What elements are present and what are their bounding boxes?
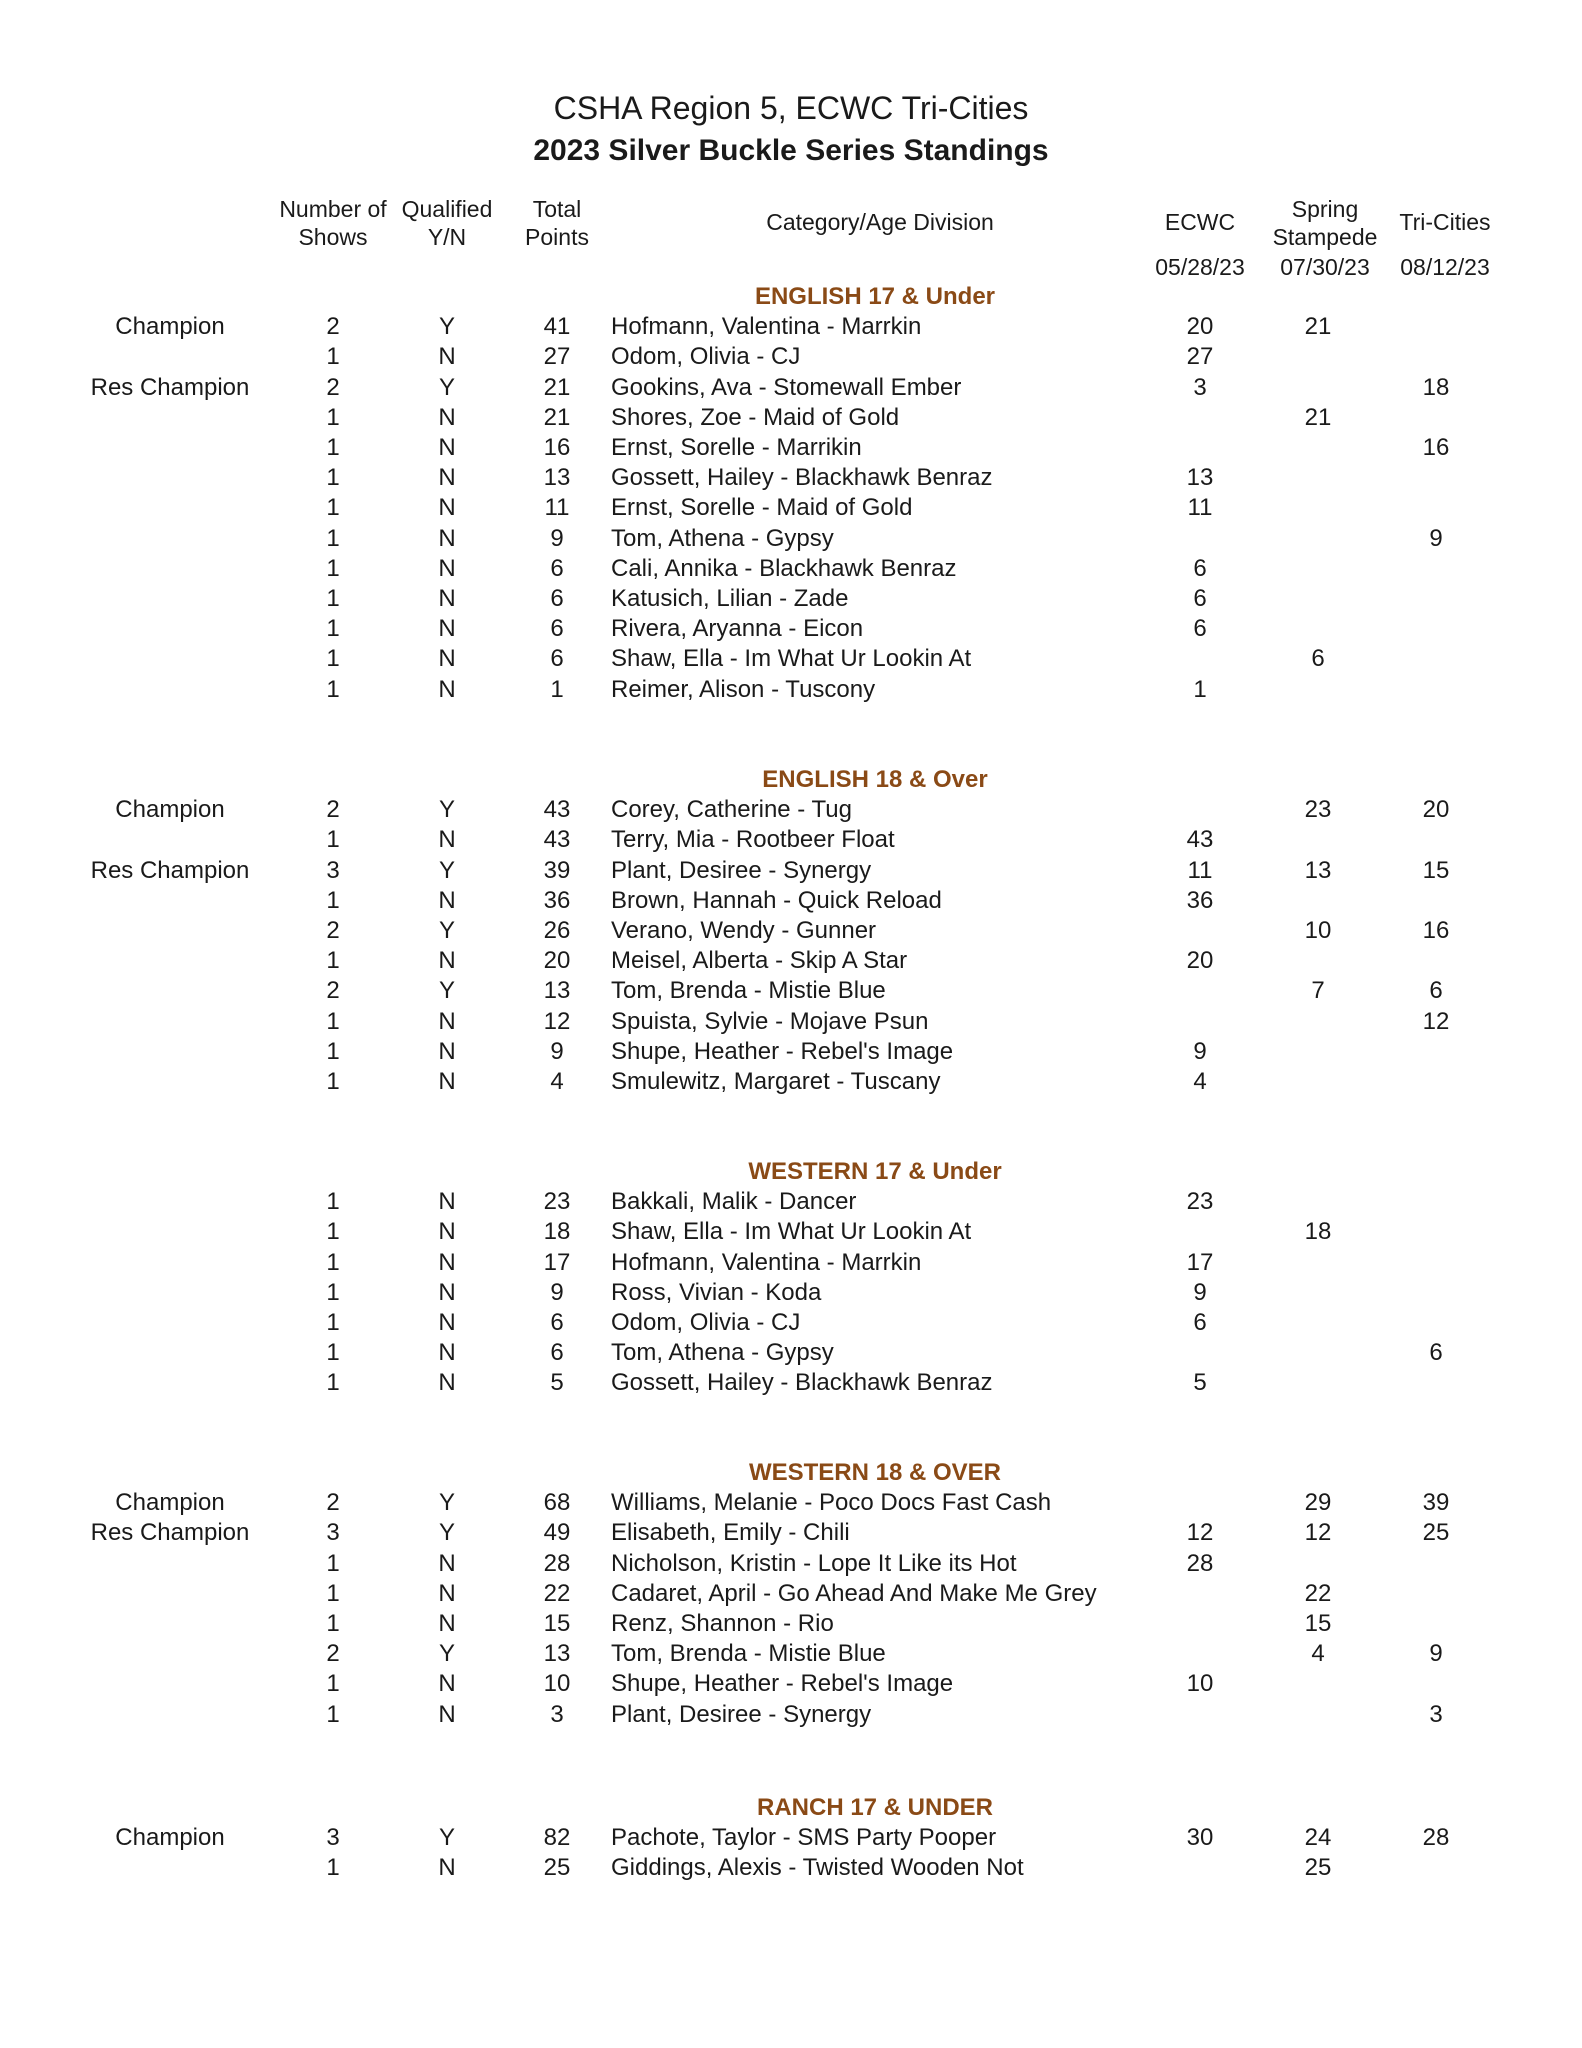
ecwc-points-cell: 9 [1193,1037,1207,1065]
points-cell: 23 [543,1188,571,1216]
tri-cities-points-cell: 6 [1429,977,1443,1005]
rider-horse-cell: Gookins, Ava - Stomewall Ember [611,373,962,401]
shows-cell: 1 [326,645,340,673]
points-cell: 43 [543,826,571,854]
points-cell: 5 [550,1369,564,1397]
qualified-cell: N [438,1670,456,1698]
ecwc-points-cell: 30 [1186,1824,1214,1852]
rider-horse-cell: Cali, Annika - Blackhawk Benraz [611,554,957,582]
qualified-cell: Y [438,796,455,824]
rider-horse-cell: Gossett, Hailey - Blackhawk Benraz [611,1369,993,1397]
ecwc-points-cell: 20 [1186,313,1214,341]
shows-cell: 2 [326,373,340,401]
points-cell: 49 [543,1519,571,1547]
points-cell: 36 [543,886,571,914]
shows-cell: 2 [326,313,340,341]
points-cell: 10 [543,1670,571,1698]
points-cell: 41 [543,313,571,341]
ecwc-points-cell: 9 [1193,1278,1207,1306]
shows-cell: 1 [326,1278,340,1306]
points-cell: 6 [550,1309,564,1336]
ecwc-points-cell: 6 [1193,585,1207,612]
shows-cell: 1 [326,1218,340,1246]
shows-cell: 1 [326,826,340,854]
qualified-cell: N [438,1068,456,1095]
tri-cities-points-cell: 20 [1422,796,1450,824]
rider-horse-cell: Shaw, Ella - Im What Ur Lookin At [611,645,972,673]
points-cell: 28 [543,1549,571,1577]
qualified-cell: N [438,585,456,612]
points-cell: 17 [543,1248,571,1276]
tri-cities-points-cell: 12 [1422,1007,1450,1035]
rider-horse-cell: Shupe, Heather - Rebel's Image [611,1037,954,1065]
spring-points-cell: 4 [1311,1640,1325,1668]
qualified-cell: Y [438,1824,455,1852]
page-title: CSHA Region 5, ECWC Tri-Cities [553,90,1029,126]
date-tri-cities: 08/12/23 [1400,254,1490,280]
col-header-category: Category/Age Division [766,209,994,235]
qualified-cell: N [438,1700,456,1728]
rider-horse-cell: Smulewitz, Margaret - Tuscany [611,1068,941,1095]
points-cell: 21 [543,373,571,401]
points-cell: 12 [543,1007,571,1035]
points-cell: 13 [543,1640,571,1668]
shows-cell: 1 [326,615,340,643]
tri-cities-points-cell: 16 [1422,917,1450,944]
col-header-qualified-line2: Y/N [427,224,467,250]
qualified-cell: N [438,1007,456,1035]
col-header-points-line1: Total [532,196,582,222]
shows-cell: 3 [326,1519,340,1547]
qualified-cell: N [438,494,456,522]
shows-cell: 1 [326,494,340,522]
tri-cities-points-cell: 15 [1422,856,1450,884]
points-cell: 4 [550,1068,564,1095]
rider-horse-cell: Shaw, Ella - Im What Ur Lookin At [611,1218,972,1246]
shows-cell: 1 [326,886,340,914]
spring-points-cell: 24 [1304,1824,1332,1852]
points-cell: 6 [550,554,564,582]
ecwc-points-cell: 28 [1186,1549,1214,1577]
spring-points-cell: 21 [1304,403,1332,431]
qualified-cell: Y [438,1640,455,1668]
shows-cell: 1 [326,1339,340,1367]
col-header-ecwc: ECWC [1164,209,1236,235]
qualified-cell: N [438,947,456,975]
tri-cities-points-cell: 9 [1429,1640,1443,1668]
tri-cities-points-cell: 25 [1422,1519,1450,1547]
shows-cell: 1 [326,464,340,492]
rider-horse-cell: Nicholson, Kristin - Lope It Like its Hot [611,1549,1017,1577]
rider-horse-cell: Cadaret, April - Go Ahead And Make Me Grey [611,1579,1097,1607]
rider-horse-cell: Odom, Olivia - CJ [611,343,801,371]
spring-points-cell: 15 [1304,1610,1332,1637]
qualified-cell: N [438,1218,456,1246]
points-cell: 13 [543,464,571,492]
section-title: WESTERN 17 & Under [748,1158,1002,1185]
shows-cell: 1 [326,1068,340,1095]
col-header-qualified-line1: Qualified [401,196,493,222]
qualified-cell: N [438,434,456,461]
points-cell: 27 [543,343,571,371]
spring-points-cell: 21 [1304,313,1332,341]
spring-points-cell: 22 [1304,1579,1332,1607]
qualified-cell: N [438,1188,456,1216]
rider-horse-cell: Reimer, Alison - Tuscony [611,675,876,703]
points-cell: 6 [550,615,564,643]
qualified-cell: Y [438,1489,455,1517]
section-title: ENGLISH 18 & Over [762,766,988,793]
qualified-cell: Y [438,373,455,401]
qualified-cell: N [438,1854,456,1882]
shows-cell: 2 [326,1489,340,1517]
rider-horse-cell: Gossett, Hailey - Blackhawk Benraz [611,464,993,492]
ecwc-points-cell: 11 [1187,494,1213,522]
shows-cell: 1 [326,343,340,371]
rider-horse-cell: Tom, Brenda - Mistie Blue [611,1640,886,1668]
rider-horse-cell: Brown, Hannah - Quick Reload [611,886,942,914]
tri-cities-points-cell: 6 [1429,1339,1443,1367]
qualified-cell: N [438,1549,456,1577]
points-cell: 6 [550,645,564,673]
shows-cell: 1 [326,524,340,552]
rider-horse-cell: Shores, Zoe - Maid of Gold [611,403,900,431]
ecwc-points-cell: 20 [1186,947,1214,975]
rider-horse-cell: Williams, Melanie - Poco Docs Fast Cash [611,1489,1052,1517]
award-cell: Champion [115,313,225,341]
tri-cities-points-cell: 3 [1429,1700,1443,1728]
points-cell: 6 [550,1339,564,1367]
shows-cell: 2 [326,1640,340,1668]
qualified-cell: N [438,1369,456,1397]
qualified-cell: N [438,524,456,552]
points-cell: 9 [550,1037,564,1065]
qualified-cell: Y [438,977,455,1005]
shows-cell: 1 [326,1610,340,1637]
spring-points-cell: 6 [1311,645,1325,673]
qualified-cell: N [438,1278,456,1306]
points-cell: 21 [543,403,571,431]
rider-horse-cell: Katusich, Lilian - Zade [611,585,849,612]
shows-cell: 1 [326,1369,340,1397]
qualified-cell: Y [438,1519,455,1547]
points-cell: 1 [550,675,564,703]
shows-cell: 1 [326,1037,340,1065]
rider-horse-cell: Meisel, Alberta - Skip A Star [611,947,908,975]
rider-horse-cell: Tom, Athena - Gypsy [611,1339,834,1367]
award-cell: Champion [115,1489,225,1517]
rider-horse-cell: Corey, Catherine - Tug [611,796,852,824]
ecwc-points-cell: 17 [1186,1248,1214,1276]
spring-points-cell: 7 [1311,977,1325,1005]
points-cell: 9 [550,524,564,552]
ecwc-points-cell: 11 [1187,856,1213,884]
shows-cell: 1 [326,585,340,612]
shows-cell: 1 [326,1549,340,1577]
rider-horse-cell: Rivera, Aryanna - Eicon [611,615,864,643]
spring-points-cell: 29 [1304,1489,1332,1517]
section-title: ENGLISH 17 & Under [754,283,996,310]
rider-horse-cell: Pachote, Taylor - SMS Party Pooper [611,1824,997,1852]
qualified-cell: N [438,343,456,371]
shows-cell: 1 [326,1248,340,1276]
points-cell: 13 [543,977,571,1005]
date-spring-stampede: 07/30/23 [1280,254,1370,280]
rider-horse-cell: Terry, Mia - Rootbeer Float [611,826,895,854]
shows-cell: 1 [326,675,340,703]
award-cell: Res Champion [90,1519,250,1547]
col-header-shows-line2: Shows [298,224,368,250]
qualified-cell: N [438,1579,456,1607]
rider-horse-cell: Ernst, Sorelle - Maid of Gold [611,494,913,522]
shows-cell: 1 [326,1579,340,1607]
qualified-cell: Y [438,917,455,944]
ecwc-points-cell: 27 [1186,343,1214,371]
ecwc-points-cell: 43 [1186,826,1214,854]
spring-points-cell: 18 [1304,1218,1332,1246]
points-cell: 20 [543,947,571,975]
shows-cell: 1 [326,1007,340,1035]
qualified-cell: N [438,403,456,431]
points-cell: 16 [543,434,571,461]
points-cell: 68 [543,1489,571,1517]
points-cell: 82 [543,1824,571,1852]
shows-cell: 1 [326,1670,340,1698]
spring-points-cell: 23 [1304,796,1332,824]
section-title: RANCH 17 & UNDER [756,1794,994,1821]
points-cell: 3 [550,1700,564,1728]
shows-cell: 1 [326,403,340,431]
rider-horse-cell: Renz, Shannon - Rio [611,1610,834,1637]
shows-cell: 1 [326,554,340,582]
shows-cell: 1 [326,947,340,975]
rider-horse-cell: Tom, Brenda - Mistie Blue [611,977,886,1005]
ecwc-points-cell: 3 [1193,373,1207,401]
ecwc-points-cell: 6 [1193,1309,1207,1336]
tri-cities-points-cell: 18 [1422,373,1450,401]
points-cell: 22 [543,1579,571,1607]
col-header-points-line2: Points [525,224,589,250]
rider-horse-cell: Hofmann, Valentina - Marrkin [611,1248,922,1276]
spring-points-cell: 10 [1304,917,1332,944]
points-cell: 39 [543,856,571,884]
qualified-cell: N [438,1610,456,1637]
rider-horse-cell: Shupe, Heather - Rebel's Image [611,1670,954,1698]
section-title: WESTERN 18 & OVER [748,1459,1002,1486]
award-cell: Champion [115,796,225,824]
tri-cities-points-cell: 39 [1422,1489,1450,1517]
points-cell: 6 [550,585,564,612]
shows-cell: 3 [326,856,340,884]
qualified-cell: N [438,1309,456,1336]
qualified-cell: N [438,1339,456,1367]
points-cell: 43 [543,796,571,824]
qualified-cell: N [438,554,456,582]
rider-horse-cell: Ernst, Sorelle - Marrikin [611,434,862,461]
col-header-shows-line1: Number of [279,196,387,222]
col-header-tri-cities: Tri-Cities [1399,209,1491,235]
rider-horse-cell: Tom, Athena - Gypsy [611,524,834,552]
ecwc-points-cell: 6 [1193,554,1207,582]
tri-cities-points-cell: 28 [1422,1824,1450,1852]
spring-points-cell: 13 [1304,856,1332,884]
rider-horse-cell: Ross, Vivian - Koda [611,1278,822,1306]
qualified-cell: Y [438,856,455,884]
qualified-cell: N [438,645,456,673]
qualified-cell: N [438,886,456,914]
qualified-cell: N [438,675,456,703]
rider-horse-cell: Spuista, Sylvie - Mojave Psun [611,1007,929,1035]
rider-horse-cell: Plant, Desiree - Synergy [611,856,872,884]
award-cell: Res Champion [90,373,250,401]
qualified-cell: N [438,1037,456,1065]
ecwc-points-cell: 36 [1186,886,1214,914]
spring-points-cell: 25 [1304,1854,1332,1882]
ecwc-points-cell: 10 [1186,1670,1214,1698]
page-subtitle: 2023 Silver Buckle Series Standings [533,134,1049,167]
points-cell: 11 [544,494,570,522]
points-cell: 9 [550,1278,564,1306]
col-header-spring-line2: Stampede [1272,224,1378,250]
shows-cell: 1 [326,1700,340,1728]
qualified-cell: N [438,464,456,492]
date-ecwc: 05/28/23 [1155,254,1245,280]
qualified-cell: N [438,826,456,854]
shows-cell: 1 [326,1854,340,1882]
rider-horse-cell: Hofmann, Valentina - Marrkin [611,313,922,341]
ecwc-points-cell: 6 [1193,615,1207,643]
ecwc-points-cell: 5 [1193,1369,1207,1397]
rider-horse-cell: Elisabeth, Emily - Chili [611,1519,850,1547]
ecwc-points-cell: 1 [1193,675,1207,703]
rider-horse-cell: Odom, Olivia - CJ [611,1309,801,1336]
rider-horse-cell: Verano, Wendy - Gunner [611,917,877,944]
qualified-cell: N [438,615,456,643]
shows-cell: 1 [326,1188,340,1216]
rider-horse-cell: Giddings, Alexis - Twisted Wooden Not [611,1854,1024,1882]
qualified-cell: N [438,1248,456,1276]
rider-horse-cell: Plant, Desiree - Synergy [611,1700,872,1728]
points-cell: 26 [543,917,571,944]
ecwc-points-cell: 13 [1186,464,1214,492]
tri-cities-points-cell: 9 [1429,524,1443,552]
shows-cell: 1 [326,1309,340,1336]
shows-cell: 2 [326,917,340,944]
ecwc-points-cell: 23 [1186,1188,1214,1216]
ecwc-points-cell: 4 [1193,1068,1207,1095]
tri-cities-points-cell: 16 [1422,434,1450,461]
shows-cell: 1 [326,434,340,461]
shows-cell: 2 [326,796,340,824]
col-header-spring-line1: Spring [1291,196,1359,222]
shows-cell: 2 [326,977,340,1005]
shows-cell: 3 [326,1824,340,1852]
points-cell: 15 [543,1610,571,1637]
award-cell: Champion [115,1824,225,1852]
ecwc-points-cell: 12 [1186,1519,1214,1547]
award-cell: Res Champion [90,856,250,884]
rider-horse-cell: Bakkali, Malik - Dancer [611,1188,857,1216]
spring-points-cell: 12 [1304,1519,1332,1547]
qualified-cell: Y [438,313,455,341]
points-cell: 25 [543,1854,571,1882]
points-cell: 18 [543,1218,571,1246]
